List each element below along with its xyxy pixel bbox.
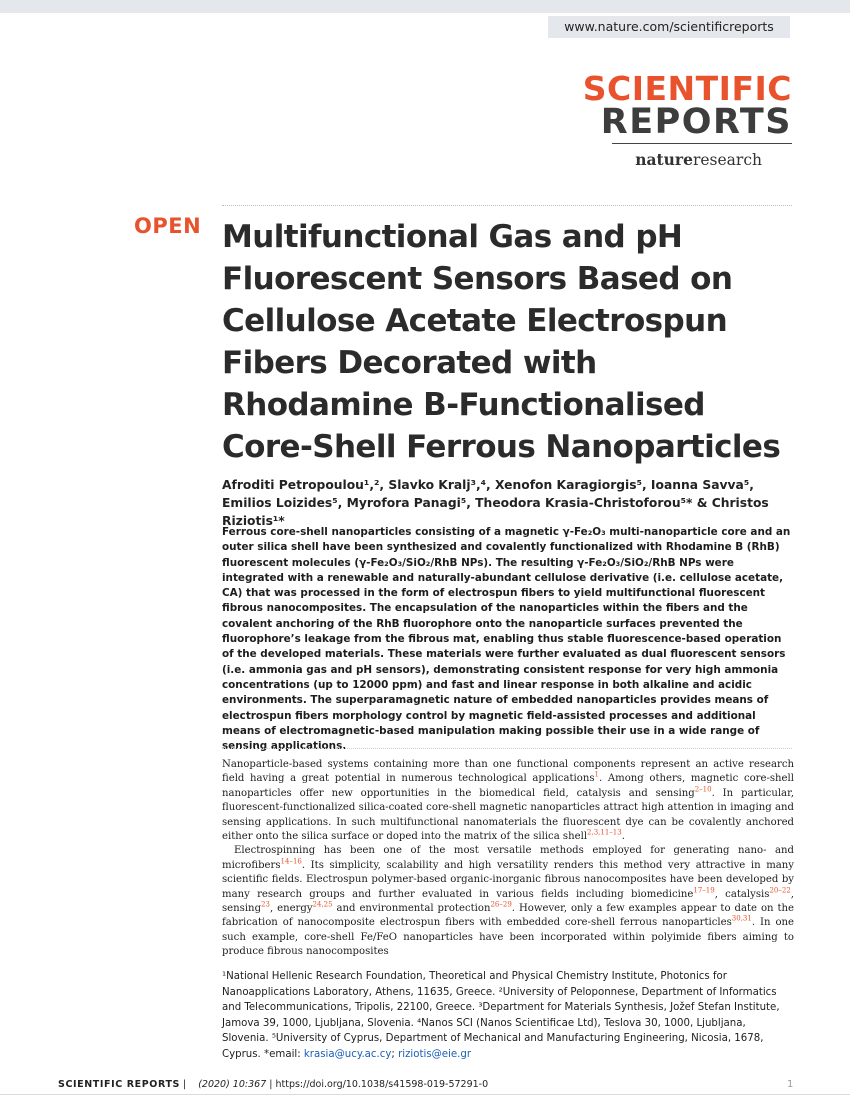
footer-journal: SCIENTIFIC REPORTS [58,1079,180,1090]
citation-ref[interactable]: 1 [594,771,599,780]
footer-doi[interactable]: | https://doi.org/10.1038/s41598-019-57291-0 [266,1079,489,1090]
email-link-krasia[interactable]: krasia@ucy.ac.cy [303,1048,392,1060]
text-run: . However, only a few examples appear to date on the fabrication of nanocomposite electrospun fibers with embedded core-shell ferrous nanoparticles [222,903,794,929]
page-footer [58,1079,793,1090]
affiliations [222,969,794,1062]
authors-line-1[interactable]: Afroditi Petropoulou¹,², Slavko Kralj³,⁴, Xenofon Karagiorgis⁵, Ioanna Savva⁵, [222,478,754,492]
email-separator: ; [391,1048,399,1060]
citation-ref[interactable]: 24,25 [312,900,333,909]
email-link-riziotis[interactable]: riziotis@eie.gr [398,1048,472,1060]
text-run: and environmental protection [332,903,491,915]
citation-ref[interactable]: 20–22 [769,886,791,895]
open-access-badge: OPEN [134,214,202,238]
citation-ref[interactable]: 14–16 [280,857,302,866]
publisher-logo [635,150,762,169]
footer-volume: (2020) 10:367 [198,1079,267,1090]
footer-rule [0,1094,850,1095]
title-divider [222,205,792,206]
publisher-bold: nature [635,150,693,169]
footer-separator: | [179,1079,187,1090]
affiliations-text: ¹National Hellenic Research Foundation, Theoretical and Physical Chemistry Institute, Photonics for Nanoapplications Laboratory, Athens, 11635, Greece. ²University of Peloponnese, Department of Informatics and Telecommunications, Tripolis, 22100, Greece. ³Department for Materials Synthesis, Jožef Stefan Institute, Jamova 39, 1000, Ljubljana, Slovenia. ⁴Nanos SCI (Nanos Scientificae Ltd), Teslova 30, 1000, Ljubljana, Slovenia. ⁵University of Cyprus, Department of Mechanical and Manufacturing Engineering, Nicosia, 1678, Cyprus. *email: [222,971,780,1060]
text-run: . Among others, magnetic core-shell nanoparticles offer new opportunities in the biomedical field, catalysis and sensing [222,773,794,799]
text-run: , energy [269,903,313,915]
text-run: . In particular, fluorescent-functionalized silica-coated core-shell magnetic nanoparticles attract high attention in imaging and sensing applications. In such multifunctional nanomaterials the fluorescent dye can be covalently anchored either onto the silica surface or doped into the matrix of the silica shell [222,787,795,843]
abstract-divider [222,748,792,749]
text-run: , sensing [222,888,794,915]
body-paragraph-1 [222,758,794,844]
authors-line-2[interactable]: Emilios Loizides⁵, Myrofora Panagi⁵, Theodora Krasia-Christoforou⁵* & Christos Riziotis¹* [222,496,769,528]
text-run: . [621,831,625,843]
journal-url[interactable]: www.nature.com/scientificreports [548,16,790,38]
text-run: Electrospinning has been one of the most versatile methods employed for generating nano- and microfibers [222,845,794,871]
text-run: . Its simplicity, scalability and high versatility renders this method very attractive in many scientific fields. Electrospun polymer-based organic-inorganic fibrous nanocomposites have been developed by many research groups and further evaluated in various fields including biomedicine [222,859,794,900]
author-list [222,476,797,530]
citation-ref[interactable]: 30,31 [731,915,752,924]
citation-ref[interactable]: 2–10 [694,785,712,794]
journal-logo-line2: REPORTS [600,102,792,142]
article-title: Multifunctional Gas and pH Fluorescent Sensors Based on Cellulose Acetate Electrospun Fibers Decorated with Rhodamine B-Functionalised Core-Shell Ferrous Nanoparticles [222,219,781,465]
citation-ref[interactable]: 23 [261,900,270,909]
text-run: , catalysis [714,888,770,900]
citation-ref[interactable]: 26–29 [490,900,512,909]
abstract: Ferrous core-shell nanoparticles consisting of a magnetic γ-Fe₂O₃ multi-nanoparticle core and an outer silica shell have been synthesized and covalently functionalized with Rhodamine B (RhB) fluorescent molecules (γ-Fe₂O₃/SiO₂/RhB NPs). The resulting γ-Fe₂O₃/SiO₂/RhB NPs were integrated with a renewable and naturally-abundant cellulose derivative (i.e. cellulose acetate, CA) that was processed in the form of electrospun fibers to yield multifunctional fluorescent fibrous nanocomposites. The encapsulation of the nanoparticles within the fibers and the covalent anchoring of the RhB fluorophore onto the nanoparticle surfaces prevented the fluorophore’s leakage from the fibrous mat, enabling thus stable fluorescence-based operation of the developed materials. These materials were further evaluated as dual fluorescent sensors (i.e. ammonia gas and pH sensors), demonstrating consistent response for very high ammonia concentrations (up to 12000 ppm) and fast and linear response in both alkaline and acidic environments. The superparamagnetic nature of embedded nanoparticles provides means of electrospun fibers morphology control by magnetic field-assisted processes and additional means of electromagnetic-based manipulation making possible their use in a wide range of sensing applications. [222,526,791,753]
body-paragraph-2 [222,844,794,959]
article-body [222,758,794,960]
journal-logo [582,69,792,142]
citation-ref[interactable]: 17–19 [693,886,715,895]
text-run: Nanoparticle-based systems containing more than one functional components represent an active research field having a great potential in numerous technological applications [222,759,794,785]
citation-ref[interactable]: 2,3,11–13 [587,828,622,837]
publisher-rest: research [692,151,762,169]
text-run: . In one such example, core-shell Fe/FeO nanoparticles have been incorporated within polyimide fibers aiming to produce fibrous nanocomposites [222,917,794,958]
page-number: 1 [787,1079,794,1090]
logo-divider [612,143,792,144]
journal-logo-line1: SCIENTIFIC [582,69,792,108]
top-banner [0,0,850,13]
